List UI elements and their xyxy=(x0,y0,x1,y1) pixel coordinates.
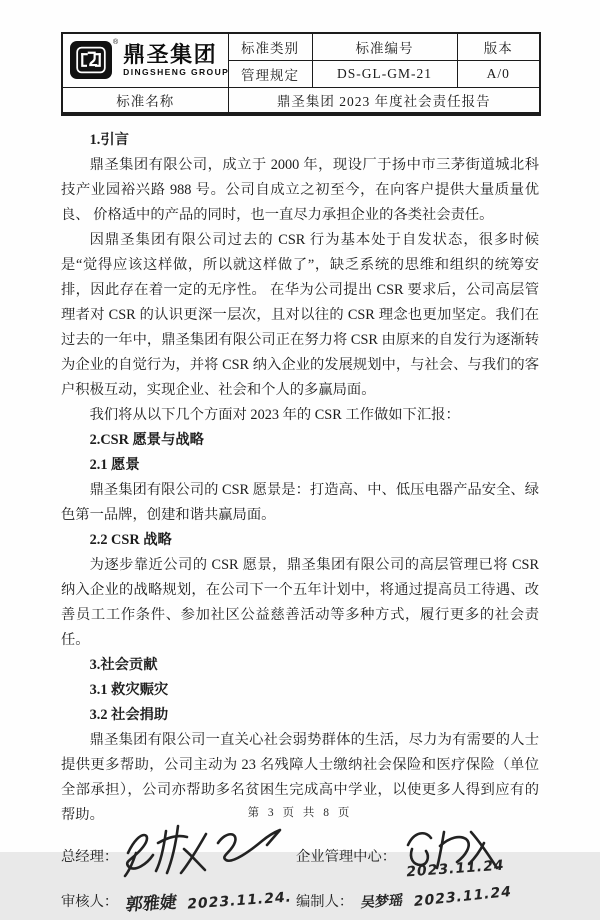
paragraph-csr-background: 因鼎圣集团有限公司过去的 CSR 行为基本处于自发状态，很多时候是“觉得应该这样做，所以就这样做了”，缺乏系统的思维和组织的统筹安排，因此存在着一定的无序性。 在华为公司提出 CSR 要求后，公司高层管理者对 CSR 的认识更深一层次，且对以往的 CSR 理念也更加坚定。我们在过去的一年中，鼎圣集团有限公司正在努力将 CSR 由原来的自发行为逐渐转为企业的自觉行为，并将 CSR 纳入企业的发展规划中，与社会、与我们的客户积极互动，实现企业、社会和个人的多赢局面。 xyxy=(61,232,539,398)
header-row-3 xyxy=(62,87,540,114)
cell-standard-category-label: 标准类别 xyxy=(228,33,312,60)
section-heading-disaster-relief: 3.1 救灾赈灾 xyxy=(89,682,169,698)
cell-standard-name-value: 鼎圣集团 2023 年度社会责任报告 xyxy=(228,87,540,114)
cell-standard-category-value: 管理规定 xyxy=(228,60,312,87)
document-body xyxy=(61,128,539,828)
cell-version-label: 版本 xyxy=(457,33,540,60)
brand-text xyxy=(123,44,229,77)
reviewer-label: 审核人： xyxy=(61,894,119,910)
registered-trademark-symbol: ® xyxy=(113,39,120,47)
general-manager-label: 总经理： xyxy=(61,849,119,865)
paragraph-vision: 鼎圣集团有限公司的 CSR 愿景是：打造高、中、低压电器产品安全、绿色第一品牌，创建和谐共赢局面。 xyxy=(61,482,539,523)
signature-row-2 xyxy=(61,882,539,920)
cell-standard-number-label: 标准编号 xyxy=(312,33,457,60)
section-heading-contribution: 3.社会贡献 xyxy=(89,657,158,673)
cell-standard-number-value: DS-GL-GM-21 xyxy=(312,60,457,87)
section-heading-vision-strategy: 2.CSR 愿景与战略 xyxy=(89,432,204,448)
section-heading-strategy: 2.2 CSR 战略 xyxy=(89,532,172,548)
compiler-signature: 吴梦瑶 xyxy=(360,892,404,912)
brand-name-chinese: 鼎圣集团 xyxy=(123,42,218,67)
page-number: 第 3 页 共 8 页 xyxy=(247,807,353,819)
logo-cell xyxy=(62,33,228,87)
cell-standard-name-label: 标准名称 xyxy=(62,87,228,114)
reviewer-signature: 郭雅婕 xyxy=(124,892,178,915)
management-center-signature-stack xyxy=(396,825,506,881)
signature-block xyxy=(61,830,539,920)
management-center-signature-field xyxy=(296,830,539,882)
paragraph-report-scope: 我们将从以下几个方面对 2023 年的 CSR 工作做如下汇报： xyxy=(89,407,460,423)
compiler-signature-field xyxy=(296,882,539,920)
signature-row-1 xyxy=(61,830,539,882)
reviewer-signature-field xyxy=(61,882,296,920)
paragraph-strategy: 为逐步靠近公司的 CSR 愿景，鼎圣集团有限公司的高层管理已将 CSR 纳入企业的战略规划，在公司下一个五年计划中，将通过提高员工待遇、改善员工工作条件、参加社区公益慈善活动等多种方式，履行更多的社会责任。 xyxy=(61,557,539,648)
management-center-label: 企业管理中心： xyxy=(296,849,397,865)
cell-version-value: A/0 xyxy=(457,60,540,87)
compiler-sign-date: 2023.11.24 xyxy=(413,883,513,911)
header-table xyxy=(61,32,541,116)
header-row-1 xyxy=(62,33,540,60)
company-logo xyxy=(63,34,228,86)
compiler-label: 编制人： xyxy=(296,894,354,910)
general-manager-signature xyxy=(120,819,285,877)
paragraph-company-intro: 鼎圣集团有限公司，成立于 2000 年，现设厂于扬中市三茅街道城北科技产业园裕兴路 988 号。公司自成立之初至今，在向客户提供大量质量优良、 价格适中的产品的同时，也一直尽力承担企业的各类社会责任。 xyxy=(61,157,539,223)
logo-mark-icon xyxy=(70,41,112,79)
section-heading-intro: 1.引言 xyxy=(89,132,129,148)
paragraph-donation: 鼎圣集团有限公司一直关心社会弱势群体的生活，尽力为有需要的人士提供更多帮助，公司主动为 23 名残障人士缴纳社会保险和医疗保险（单位全部承担），公司亦帮助多名贫困生完成高中学业，以使更多人得到应有的帮助。 xyxy=(61,732,539,823)
section-heading-vision: 2.1 愿景 xyxy=(89,457,140,473)
brand-name-english: DINGSHENG GROUP xyxy=(123,67,230,77)
management-center-sign-date: 2023.11.24 xyxy=(405,857,506,881)
general-manager-signature-field xyxy=(61,830,296,882)
section-heading-donation: 3.2 社会捐助 xyxy=(89,707,169,723)
reviewer-sign-date: 2023.11.24. xyxy=(186,889,293,913)
